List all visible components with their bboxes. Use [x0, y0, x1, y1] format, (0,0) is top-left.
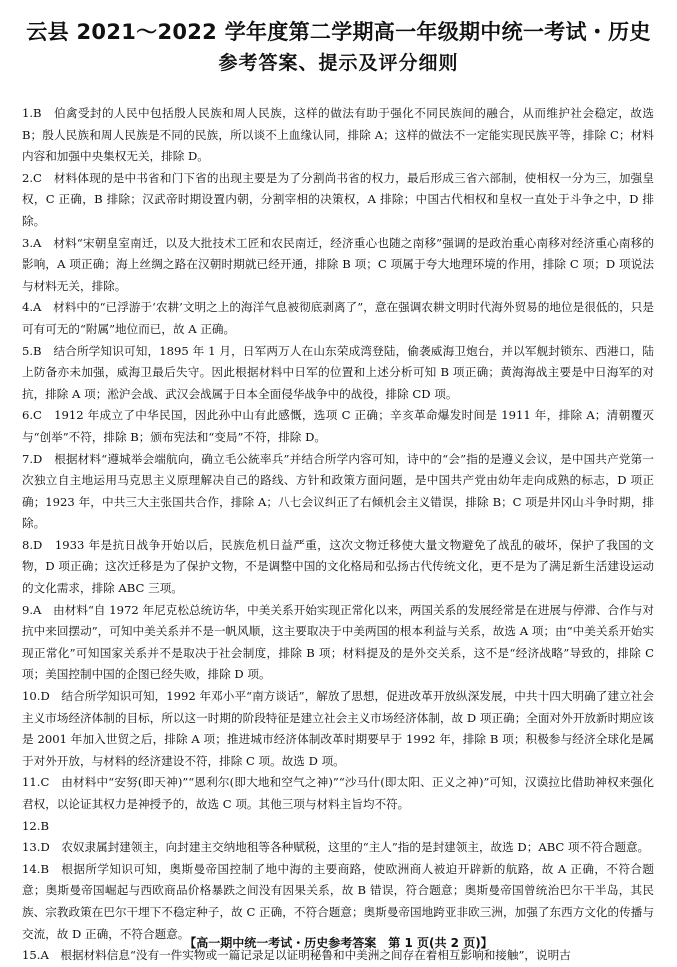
answer-item-1: 1.B 伯禽受封的人民中包括殷人民族和周人民族，这样的做法有助于强化不同民族间的融合，从而维护社会稳定，故选 B；殷人民族和周人民族是不同的民族，所以谈不上血缘认同，排除 A；这样的做法不一定能实现民族平等，排除 C；材料内容和加强中央集权无关，排除 D。 [22, 106, 654, 164]
answer-item-5: 5.B 结合所学知识可知，1895 年 1 月，日军两万人在山东荣成湾登陆，偷袭威海卫炮台，并以军舰封锁东、西港口，陆上防备亦未加强，威海卫最后失守。因此根据材料中日军的位置和上述分析可知 B 项正确；黄海海战主要是中日海军的对抗，排除 A 项；淞沪会战、武汉会战属于日本全面侵华战争中的战役，排除 CD 项。 [22, 343, 654, 401]
answer-item-13: 13.D 农奴隶属封建领主，向封建主交纳地租等各种赋税，这里的“主人”指的是封建领主，故选 D；ABC 项不符合题意。 [22, 840, 650, 855]
answer-item-12: 12.B [22, 818, 49, 833]
page-title: 云县 2021～2022 学年度第二学期高一年级期中统一考试・历史 [26, 20, 651, 44]
answer-item-7: 7.D 根据材料“遵城举会端航向，确立毛公統率兵”并结合所学内容可知，诗中的“会”指的是遵义会议，是中国共产党第一次独立自主地运用马克思主义原理解决自己的路线、方针和政策方面问题，是中国共产党由幼年走向成熟的标志，D 项正确；1923 年，中共三大主张国共合作，排除 A；八七会议纠正了右倾机会主义错误，排除 B；C 项是井冈山斗争时期，排除。 [22, 451, 654, 531]
answer-item-14: 14.B 根据所学知识可知，奥斯曼帝国控制了地中海的主要商路，使欧洲商人被迫开辟新的航路，故 A 正确，不符合题意；奥斯曼帝国崛起与西欧商品价格暴跌之间没有因果关系，故 B 错误，符合题意；奥斯曼帝国曾统治巴尔干半岛，其民族、宗教政策在巴尔干埋下不稳定种子，故 C 正确，不符合题意；奥斯曼帝国地跨亚非欧三洲，加强了东西方文化的传播与交流，故 D 正确，不符合题意。 [22, 861, 654, 941]
answer-item-4: 4.A 材料中的“已浮游于‘农耕’文明之上的海洋气息被彻底剥离了”，意在强调农耕文明时代海外贸易的地位是很低的，只是可有可无的“附属”地位而已，故 A 正确。 [22, 300, 654, 336]
answer-item-9: 9.A 由材料“自 1972 年尼克松总统访华，中美关系开始实现正常化以来，两国关系的发展经常是在进展与停滞、合作与对抗中来回摆动”，可知中美关系并不是一帆风顺，这主要取决于中美两国的根本利益与关系，故选 A 项；由“中美关系开始实现正常化”可知国家关系并不是取决于社会制度，排除 B 项；材料提及的是外交关系，这不是“经济战略”导致的，排除 C 项；美国控制中国的企图已经失败，排除 D 项。 [22, 602, 654, 682]
page-subtitle: 参考答案、提示及评分细则 [218, 52, 459, 74]
answer-list [22, 103, 654, 967]
answer-item-2: 2.C 材料体现的是中书省和门下省的出现主要是为了分割尚书省的权力，最后形成三省六部制，使相权一分为三，加强皇权，C 正确，B 排除；汉武帝时期设置内朝，分割宰相的决策权，A 排除；中国古代相权和皇权一直处于斗争之中，D 排除。 [22, 170, 654, 228]
answer-item-11: 11.C 由材料中“安努(即天神)”“恩利尔(即大地和空气之神)”“沙马什(即太阳、正义之神)”可知，汉谟拉比借助神权来强化君权，以论证其权力是神授予的，故选 C 项。其他三项与材料主旨均不符。 [22, 775, 654, 811]
answer-item-6: 6.C 1912 年成立了中华民国，因此孙中山有此感慨，选项 C 正确；辛亥革命爆发时间是 1911 年，排除 A；清朝覆灭与“创举”不符，排除 B；颁布宪法和“变局”不符，排除 D。 [22, 408, 654, 444]
answer-item-3: 3.A 材料“宋朝皇室南迁，以及大批技术工匠和农民南迁，经济重心也随之南移”强调的是政治重心南移对经济重心南移的影响，A 项正确；海上丝绸之路在汉朝时期就已经开通，排除 B 项；C 项属于夸大地理环境的作用，排除 C 项；D 项说法与材料无关，排除。 [22, 235, 654, 293]
answer-item-10: 10.D 结合所学知识可知，1992 年邓小平“南方谈话”，解放了思想，促进改革开放纵深发展，中共十四大明确了建立社会主义市场经济体制的目标，所以这一时期的阶段特征是建立社会主义市场经济体制，故 D 项正确；全面对外开放新时期应该是 2001 年加入世贸之后，排除 A 项；推进城市经济体制改革时期要早于 1992 年，排除 B 项；积极参与经济全球化是属于对外开放，与材料的经济建设不符，排除 C 项。故选 D 项。 [22, 689, 654, 768]
page-footer: 【高一期中统一考试・历史参考答案 第 1 页(共 2 页)】 [184, 936, 493, 950]
answer-item-8: 8.D 1933 年是抗日战争开始以后，民族危机日益严重，这次文物迁移使大量文物避免了战乱的破坏，保护了我国的文物，D 项正确；这次迁移是为了保护文物，不是调整中国的文化格局和弘扬古代传统文化，更不是为了满足新生活建设运动的文化需求，排除 ABC 三项。 [22, 537, 654, 596]
answer-item-15: 15.A 根据材料信息“没有一件实物或一篇记录足以证明秘鲁和中美洲之间存在着相互影响和接触”，说明古 [22, 948, 571, 963]
